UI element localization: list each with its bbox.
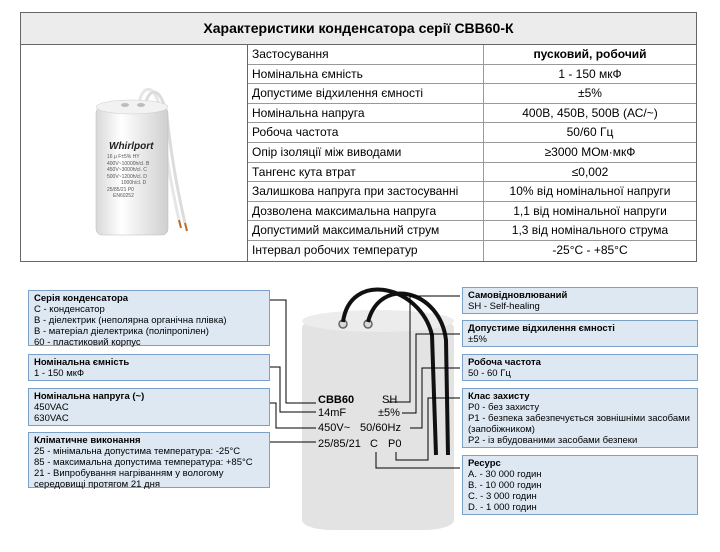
param-value: 1 - 150 мкФ [558, 66, 622, 81]
param-name: Дозволена максимальна напруга [248, 202, 484, 221]
info-box-line: D. - 1 000 годин [468, 502, 537, 513]
info-box-frequency [462, 354, 698, 381]
marking-voltage: 450V~ [318, 422, 351, 434]
marking-protection: P0 [388, 438, 402, 450]
info-box-line: P0 - без захисту [468, 402, 540, 413]
info-box-title: Робоча частота [468, 357, 541, 368]
param-name: Допустиме відхилення ємності [248, 84, 484, 103]
info-box-line: P2 - із вбудованими засобами безпеки [468, 435, 638, 446]
info-box-voltage [28, 388, 270, 426]
info-box-title: Ресурс [468, 458, 501, 469]
info-box-line: 25 - мінімальна допустима температура: -25°С [34, 446, 241, 457]
info-box-line: 21 - Випробування нагріванням у вологому [34, 468, 224, 479]
info-box-title: Номінальна ємність [34, 357, 130, 368]
param-name: Допустимий максимальний струм [248, 221, 484, 240]
info-box-line: (запобіжником) [468, 424, 535, 435]
marking-class: C [370, 438, 378, 450]
info-box-line: C - конденсатор [34, 304, 105, 315]
photo-label-line: 16 μ F±5% HY [107, 154, 140, 160]
photo-label-line: 400V~10000h/cl. B [107, 160, 150, 167]
info-box-line: 60 - пластиковий корпус [34, 337, 141, 348]
info-box-line: 50 - 60 Гц [468, 368, 511, 379]
photo-label-line: 1000h/cl. D [121, 180, 147, 186]
photo-label-line: 500V~1200h/cl. D [107, 173, 147, 180]
info-box-line: 450VAC [34, 402, 69, 413]
marking-climate: 25/85/21 [318, 438, 361, 450]
info-box-title: Серія конденсатора [34, 293, 129, 304]
param-name: Номінальна ємність [248, 65, 484, 84]
param-name: Інтервал робочих температур [248, 241, 484, 261]
marking-frequency: 50/60Hz [360, 422, 401, 434]
info-box-line: B - матеріал діелектрика (поліпропілен) [34, 326, 209, 337]
photo-label-line: 25/85/21 P0 [107, 186, 134, 193]
info-box-line: 85 - максимальна допустима температура: +85°С [34, 457, 253, 468]
info-box-line: A. - 30 000 годин [468, 469, 542, 480]
info-box-line: B. - 10 000 годин [468, 480, 542, 491]
info-box-line: C. - 3 000 годин [468, 491, 537, 502]
info-box-title: Номінальна напруга (~) [34, 391, 145, 402]
param-value: 1,1 від номінальної напруги [513, 203, 667, 218]
param-value: ≥3000 МОм·мкФ [544, 144, 636, 159]
info-box-line: SH - Self-healing [468, 301, 540, 312]
photo-brand: Whirlport [109, 141, 154, 152]
info-box-self-healing [462, 287, 698, 314]
info-box-line: P1 - безпека забезпечується зовнішніми засобами [468, 413, 690, 424]
info-box-line: B - діелектрик (неполярна органічна плівка) [34, 315, 227, 326]
param-value: пусковий, робочий [533, 47, 647, 61]
param-value: ≤0,002 [571, 164, 609, 179]
info-box-tolerance [462, 320, 698, 347]
info-box-line: ±5% [468, 334, 487, 345]
param-value: 10% від номінальної напруги [509, 184, 671, 199]
info-box-protection-class [462, 388, 698, 448]
info-box-lifetime [462, 455, 698, 515]
marking-series: CBB60 [318, 394, 355, 406]
marking-tolerance: ±5% [378, 407, 400, 419]
spec-table-title: Характеристики конденсатора серії CBB60-К [21, 13, 696, 45]
param-value: 1,3 від номінального струма [511, 223, 669, 238]
param-value: 50/60 Гц [566, 125, 614, 140]
info-box-capacity [28, 354, 270, 381]
photo-label-line: 450V~3000h/cl. C [107, 167, 147, 173]
param-name: Застосування [248, 45, 484, 64]
info-box-title: Клас захисту [468, 391, 530, 402]
info-box-line: середовищі протягом 21 дня [34, 479, 160, 490]
param-name: Тангенс кута втрат [248, 163, 484, 182]
info-box-title: Самовідновлюваний [468, 290, 568, 301]
info-box-line: 630VAC [34, 413, 69, 424]
photo-label-line: EN60252 [113, 193, 134, 199]
marking-sh: SH [382, 394, 398, 406]
param-value: ±5% [578, 86, 602, 101]
info-box-line: 1 - 150 мкФ [34, 368, 85, 379]
info-box-title: Допустиме відхилення ємності [468, 323, 615, 334]
marking-capacity: 14mF [318, 407, 347, 419]
param-name: Робоча частота [248, 123, 484, 142]
param-name: Опір ізоляції між виводами [248, 143, 484, 162]
info-box-climate [28, 432, 270, 488]
param-value: -25°С - +85°С [552, 242, 628, 257]
info-box-series [28, 290, 270, 346]
param-value: 400В, 450В, 500В (АС/~) [522, 105, 658, 120]
param-name: Номінальна напруга [248, 104, 484, 123]
param-name: Залишкова напруга при застосуванні [248, 182, 484, 201]
info-box-title: Кліматичне виконання [34, 435, 141, 446]
